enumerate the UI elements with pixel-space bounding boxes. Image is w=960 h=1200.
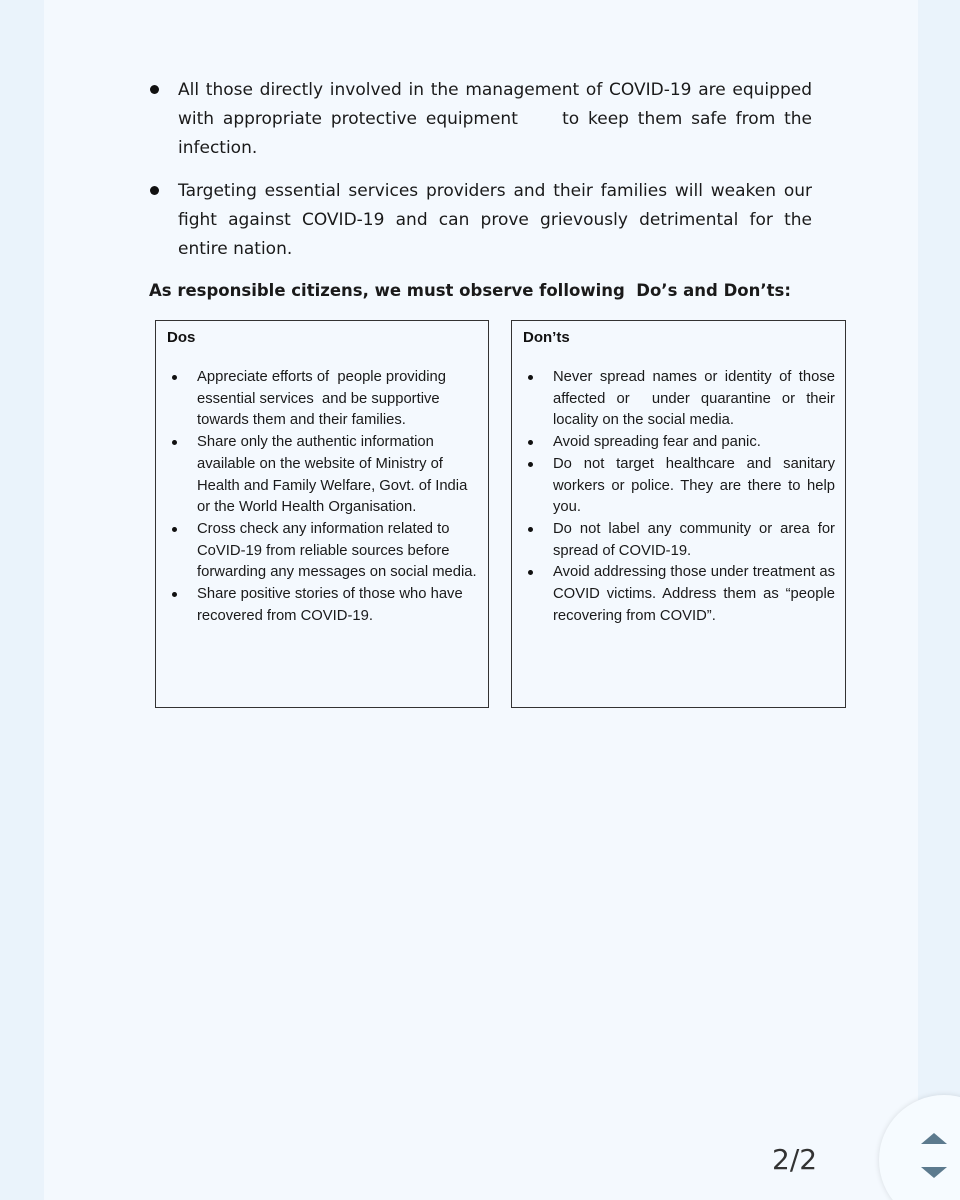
page-indicator: 2/2 bbox=[772, 1143, 818, 1176]
bullet-icon bbox=[528, 570, 533, 575]
dos-item: Share only the authentic information available on the website of Ministry of Health and Family Welfare, Govt. of India or the World Health Organisation. bbox=[170, 432, 478, 519]
bullet-icon bbox=[150, 85, 159, 94]
donts-item: Avoid addressing those under treatment as COVID victims. Address them as “people recovering from COVID”. bbox=[526, 562, 835, 627]
intro-bullet: Targeting essential services providers and their families will weaken our fight against COVID-19 and can prove grievously detrimental for the entire nation. bbox=[150, 177, 812, 264]
bullet-icon bbox=[150, 186, 159, 195]
bullet-icon bbox=[172, 592, 177, 597]
dos-list bbox=[170, 367, 478, 627]
bullet-icon bbox=[172, 527, 177, 532]
dos-box bbox=[155, 320, 489, 708]
bullet-icon bbox=[528, 462, 533, 467]
intro-bullet: All those directly involved in the management of COVID-19 are equipped with appropriate protective equipment to keep them safe from the infection. bbox=[150, 76, 812, 163]
donts-item: Do not label any community or area for spread of COVID-19. bbox=[526, 519, 835, 562]
donts-item: Never spread names or identity of those affected or under quarantine or their locality on the social media. bbox=[526, 367, 835, 432]
donts-list bbox=[526, 367, 835, 627]
page-up-icon[interactable] bbox=[921, 1133, 947, 1144]
dos-item: Share positive stories of those who have recovered from COVID-19. bbox=[170, 584, 478, 627]
bullet-icon bbox=[528, 527, 533, 532]
donts-item: Do not target healthcare and sanitary workers or police. They are there to help you. bbox=[526, 454, 835, 519]
donts-title: Don’ts bbox=[523, 329, 570, 346]
donts-box bbox=[511, 320, 846, 708]
section-heading: As responsible citizens, we must observe following Do’s and Don’ts: bbox=[149, 281, 791, 300]
bullet-icon bbox=[528, 375, 533, 380]
intro-bullet-list bbox=[150, 76, 812, 278]
dos-item: Appreciate efforts of people providing essential services and be supportive towards them and their families. bbox=[170, 367, 478, 432]
bullet-icon bbox=[172, 440, 177, 445]
bullet-icon bbox=[172, 375, 177, 380]
donts-item: Avoid spreading fear and panic. bbox=[526, 432, 835, 454]
dos-title: Dos bbox=[167, 329, 196, 346]
page-down-icon[interactable] bbox=[921, 1167, 947, 1178]
bullet-icon bbox=[528, 440, 533, 445]
dos-item: Cross check any information related to CoVID-19 from reliable sources before forwarding any messages on social media. bbox=[170, 519, 478, 584]
